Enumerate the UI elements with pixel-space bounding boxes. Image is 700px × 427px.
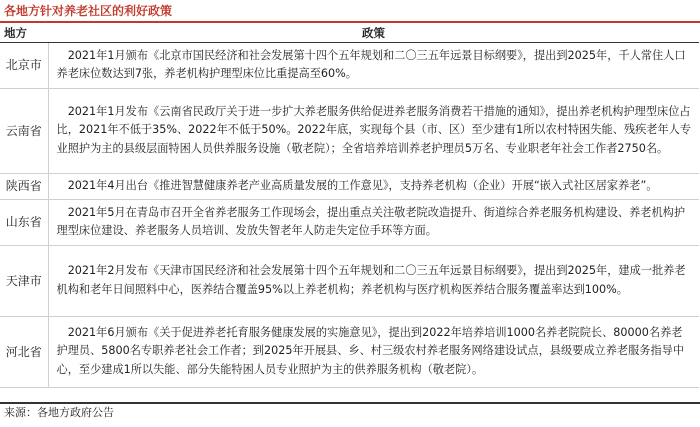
region-cell: 山东省: [0, 200, 48, 246]
table-row: [0, 317, 699, 388]
region-cell: 陕西省: [0, 174, 48, 200]
header-policy: 政策: [48, 23, 699, 43]
table-row: [0, 43, 699, 89]
policy-cell: 2021年4月出台《推进智慧健康养老产业高质量发展的工作意见》，支持养老机构（企业）开展“嵌入式社区居家养老”。: [48, 174, 699, 200]
source-note: 来源：各地方政府公告: [4, 406, 114, 419]
policy-cell: 2021年5月在青岛市召开全省养老服务工作现场会，提出重点关注敬老院改造提升、街道综合养老服务机构建设、养老机构护理型床位建设、养老服务人员培训、发放失智老年人防走失定位手环等方面。: [48, 200, 699, 246]
region-cell: 云南省: [0, 89, 48, 174]
table-row: [0, 89, 699, 174]
table-row: [0, 246, 699, 317]
region-cell: 河北省: [0, 317, 48, 388]
region-cell: 天津市: [0, 246, 48, 317]
table-row: [0, 200, 699, 246]
table-row: [0, 174, 699, 200]
region-cell: 北京市: [0, 43, 48, 89]
policy-cell: 2021年1月颁布《北京市国民经济和社会发展第十四个五年规划和二〇三五年远景目标纲要》，提出到2025年，千人常住人口养老床位数达到7张，养老机构护理型床位比重提高至60%。: [48, 43, 699, 89]
table-title: 各地方针对养老社区的利好政策: [4, 4, 173, 18]
table-header-row: [0, 23, 699, 43]
policy-cell: 2021年2月发布《天津市国民经济和社会发展第十四个五年规划和二〇三五年远景目标纲要》，提出到2025年，建成一批养老机构和老年日间照料中心，医养结合覆盖95%以上养老机构；养老机构与医疗机构医养结合服务覆盖率达到100%。: [48, 246, 699, 317]
policy-table: [0, 23, 699, 388]
header-region: 地方: [0, 23, 48, 43]
policy-cell: 2021年6月颁布《关于促进养老托育服务健康发展的实施意见》，提出到2022年培养培训1000名养老院院长、80000名养老护理员、5800名专职养老社会工作者；到2025年开展县、乡、村三级农村养老服务网络建设试点，县级要成立养老服务指导中心，至少建成1所以失能、部分失能特困人员专业照护为主的供养服务机构（敬老院）。: [48, 317, 699, 388]
policy-cell: 2021年1月发布《云南省民政厅关于进一步扩大养老服务供给促进养老服务消费若干措施的通知》，提出养老机构护理型床位占比，2021年不低于35%、2022年不低于50%。2022年底，实现每个县（市、区）至少建有1所以农村特困失能、残疾老年人专业照护为主的县级层面特困人员供养服务设施（敬老院）；全省培养培训养老护理员5万名、专业职老年社会工作者2750名。: [48, 89, 699, 174]
